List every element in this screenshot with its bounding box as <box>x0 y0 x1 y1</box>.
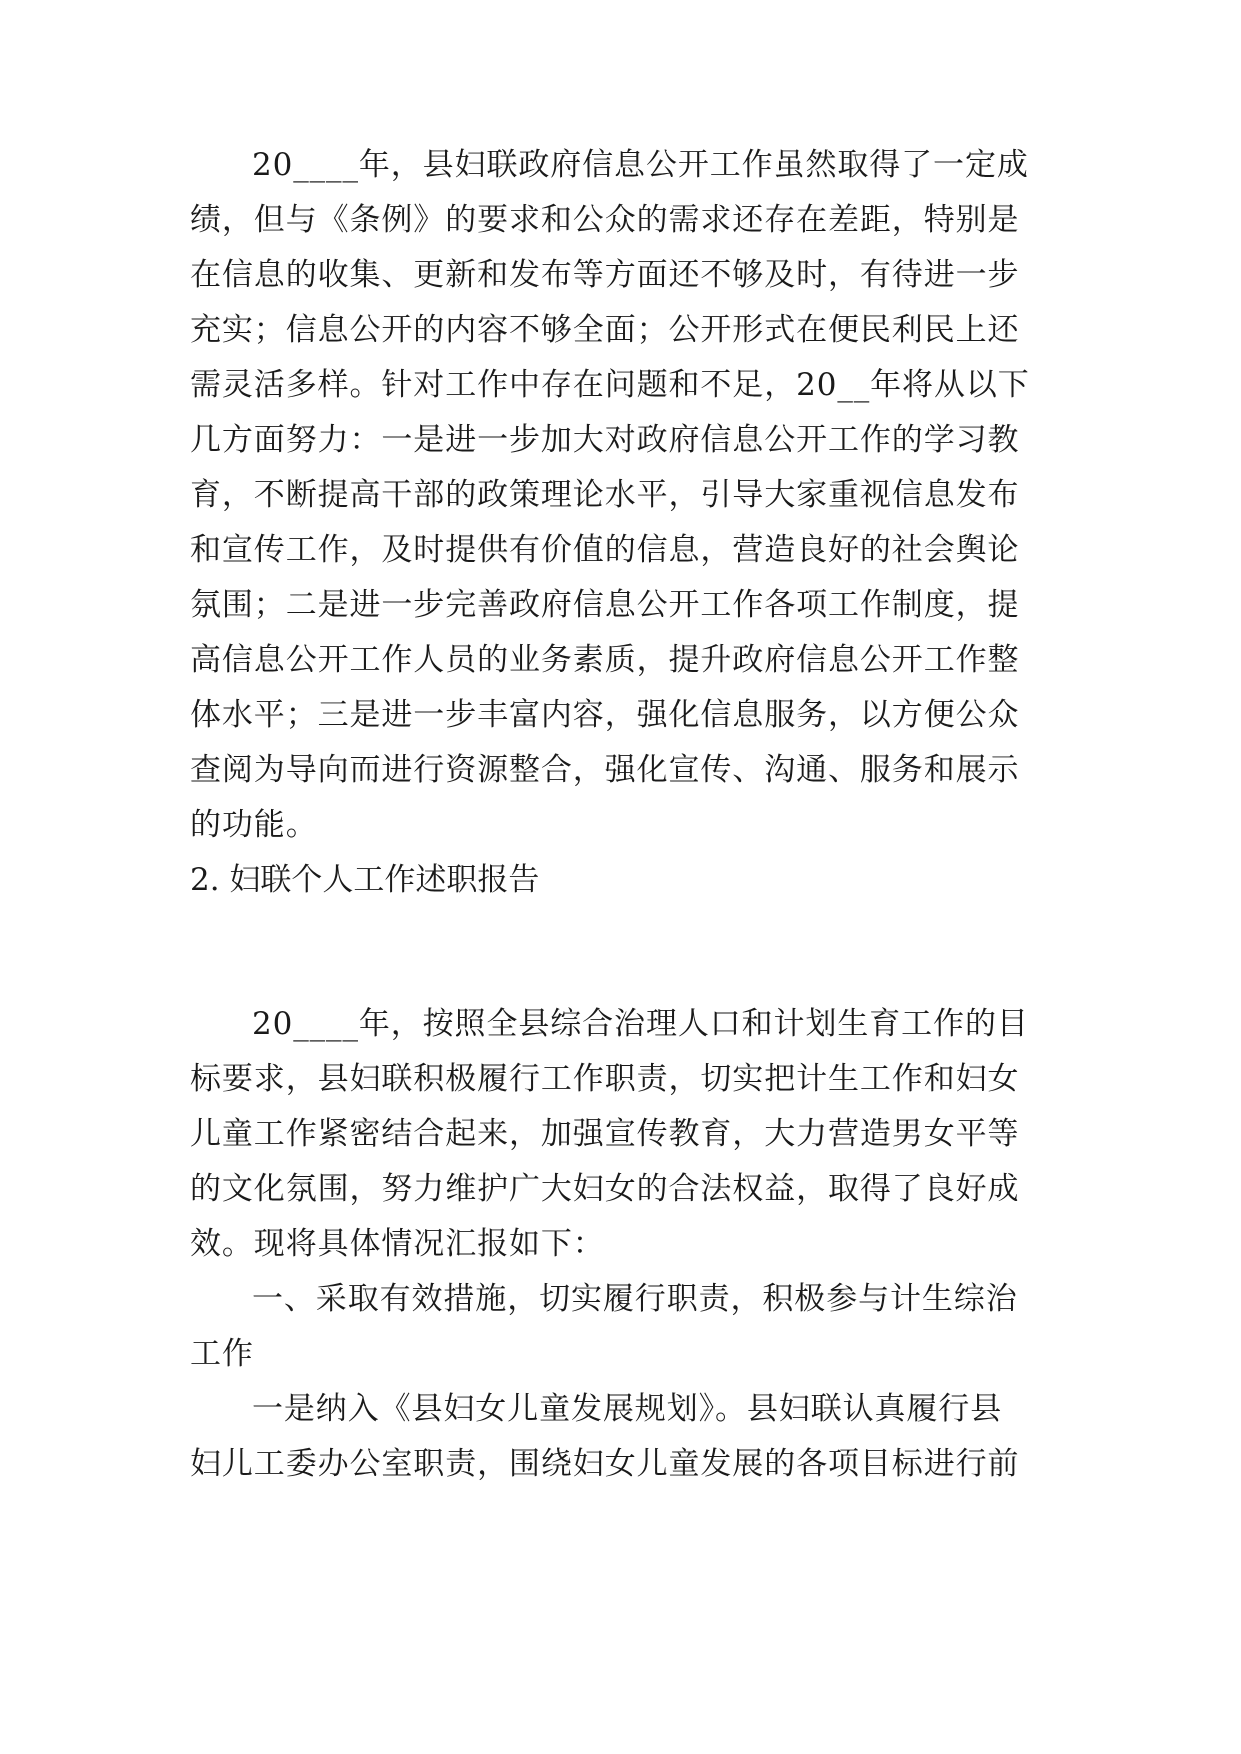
paragraph-1-line-13: 的功能。 <box>190 807 318 843</box>
paragraph-1-line-10: 高信息公开工作人员的业务素质，提升政府信息公开工作整 <box>190 642 1020 678</box>
paragraph-1-line-5: 需灵活多样。针对工作中存在问题和不足，20__年将从以下 <box>190 367 1030 403</box>
subheading-1-line-1: 一、采取有效措施，切实履行职责，积极参与计生综治 <box>252 1281 1018 1317</box>
paragraph-1-line-6: 几方面努力：一是进一步加大对政府信息公开工作的学习教 <box>190 422 1020 458</box>
section-heading: 2. 妇联个人工作述职报告 <box>190 862 540 898</box>
paragraph-2-line-1: 20____年，按照全县综合治理人口和计划生育工作的目 <box>252 1006 1029 1042</box>
paragraph-1-line-3: 在信息的收集、更新和发布等方面还不够及时，有待进一步 <box>190 257 1020 293</box>
paragraph-1-line-4: 充实；信息公开的内容不够全面；公开形式在便民利民上还 <box>190 312 1020 348</box>
paragraph-2-line-2: 标要求，县妇联积极履行工作职责，切实把计生工作和妇女 <box>190 1061 1020 1097</box>
paragraph-3-line-2: 妇儿工委办公室职责，围绕妇女儿童发展的各项目标进行前 <box>190 1446 1020 1482</box>
paragraph-2-line-4: 的文化氛围，努力维护广大妇女的合法权益，取得了良好成 <box>190 1171 1020 1207</box>
paragraph-2-line-5: 效。现将具体情况汇报如下： <box>190 1226 605 1262</box>
paragraph-1-line-9: 氛围；二是进一步完善政府信息公开工作各项工作制度，提 <box>190 587 1020 623</box>
subheading-1-line-2: 工作 <box>190 1336 254 1372</box>
paragraph-1-line-8: 和宣传工作，及时提供有价值的信息，营造良好的社会舆论 <box>190 532 1020 568</box>
paragraph-1-line-12: 查阅为导向而进行资源整合，强化宣传、沟通、服务和展示 <box>190 752 1020 788</box>
paragraph-1-line-1: 20____年，县妇联政府信息公开工作虽然取得了一定成 <box>252 147 1029 183</box>
paragraph-1-line-2: 绩，但与《条例》的要求和公众的需求还存在差距，特别是 <box>190 202 1020 238</box>
paragraph-2-line-3: 儿童工作紧密结合起来，加强宣传教育，大力营造男女平等 <box>190 1116 1020 1152</box>
paragraph-3-line-1: 一是纳入《县妇女儿童发展规划》。县妇联认真履行县 <box>252 1391 1003 1427</box>
paragraph-1-line-11: 体水平；三是进一步丰富内容，强化信息服务，以方便公众 <box>190 697 1020 733</box>
paragraph-1-line-7: 育，不断提高干部的政策理论水平，引导大家重视信息发布 <box>190 477 1020 513</box>
